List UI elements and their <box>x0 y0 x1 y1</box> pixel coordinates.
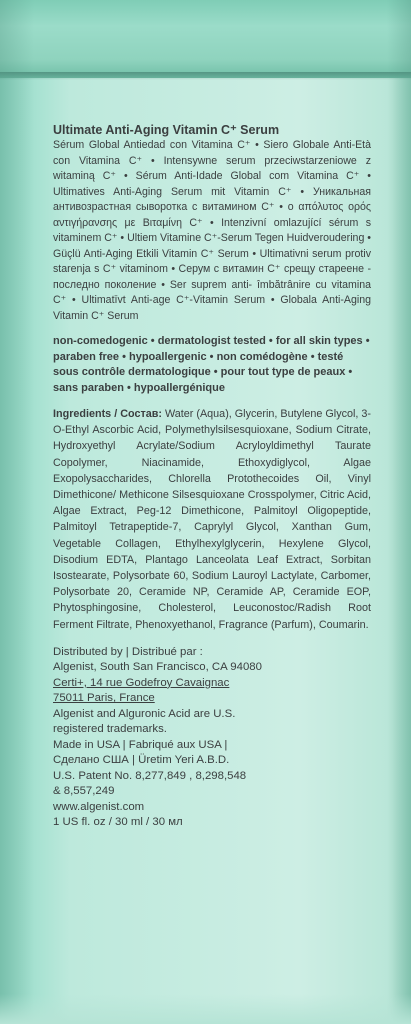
ingredients-label: Ingredients / Состав: <box>53 408 162 420</box>
made-in-line-1: Made in USA | Fabriqué aux USA | <box>53 738 228 751</box>
eu-address-line-1: Certi+, 14 rue Godefroy Cavaignac <box>53 676 230 689</box>
made-in-line-2: Сделано США | Üretim Yeri A.B.D. <box>53 754 230 767</box>
patent-line-1: U.S. Patent No. 8,277,849 , 8,298,548 <box>53 769 247 782</box>
distributed-by-line: Distributed by | Distribué par : <box>53 645 203 658</box>
trademark-line-1: Algenist and Alguronic Acid are U.S. <box>53 707 236 720</box>
website-line: www.algenist.com <box>53 800 145 813</box>
ingredients-section <box>53 406 371 633</box>
multilingual-product-names: Sérum Global Antiedad con Vitamina C⁺ • Siero Globale Anti-Età con Vitamina C⁺ • Intensywne serum przeciwstarzeniowe z witaminą C⁺ • Sérum Anti-Idade Global com Vitamina C⁺ • Ultimatives Anti-Aging Serum mit Vitamin C⁺ • Уникальная антивозрастная сыворотка с витамином C⁺ • ο απόλυτος ορός αντιγήρανσης με Βιταμίνη C⁺ • Intenzivní omlazující sérum s vitaminem C⁺ • Ultiem Vitamine C⁺-Serum Tegen Huidveroudering • Güçlü Anti-Aging Etkili Vitamin C⁺ Serum • Ultimativni serum protiv starenja s C⁺ vitaminom • Серум с витамин C⁺ срещу стареене - последно поколение • Ser suprem anti- îmbătrânire cu vitamina C⁺ • Ultimatīvt Anti-age C⁺-Vitamin Serum • Globala Anti-Aging Vitamin C⁺ Serum <box>53 139 371 322</box>
volume-line: 1 US fl. oz / 30 ml / 30 мл <box>53 816 183 829</box>
trademark-line-2: registered trademarks. <box>53 723 167 736</box>
us-address-line: Algenist, South San Francisco, CA 94080 <box>53 661 262 674</box>
patent-line-2: & 8,557,249 <box>53 785 115 798</box>
product-claims: non-comedogenic • dermatologist tested • for all skin types • paraben free • hypoallergenic • non comédogène • testé sous contrôle dermatologique • pour tout type de peaux • sans paraben • hypoallergénique <box>53 335 370 394</box>
flap-shadow <box>0 72 411 80</box>
box-top-flap <box>0 0 411 78</box>
eu-address-line-2: 75011 Paris, France <box>53 692 155 705</box>
distribution-info <box>53 645 371 831</box>
box-right-edge <box>387 0 411 1024</box>
ingredients-list: Water (Aqua), Glycerin, Butylene Glycol, 3-O-Ethyl Ascorbic Acid, Polymethylsilsesquioxane, Sodium Citrate, Hydroxyethyl Acrylate/Sodium Acryloyldimethyl Taurate Copolymer, Niacinamide, Ethoxydiglycol, Algae Exopolysaccharides, Chlorella Protothecoides Oil, Vinyl Dimethicone/ Methicone Silsesquioxane Crosspolymer, Citric Acid, Algae Extract, Peg-12 Dimethicone, Palmitoyl Oligopeptide, Palmitoyl Tetrapeptide-7, Caprylyl Glycol, Xanthan Gum, Vegetable Collagen, Ethylhexylglycerin, Hexylene Glycol, Disodium EDTA, Plantago Lanceolata Leaf Extract, Sorbitan Isostearate, Polysorbate 60, Sodium Lauroyl Lactylate, Carbomer, Polysorbate 20, Ceramide NP, Ceramide AP, Ceramide EOP, Phytosphingosine, Cholesterol, Leuconostoc/Radish Root Ferment Filtrate, Phenoxyethanol, Fragrance (Parfum), Coumarin. <box>53 408 371 631</box>
box-left-edge <box>0 0 34 1024</box>
label-text-block <box>53 122 371 831</box>
box-bottom-shade <box>0 994 411 1024</box>
product-title: Ultimate Anti-Aging Vitamin C⁺ Serum <box>53 123 280 137</box>
